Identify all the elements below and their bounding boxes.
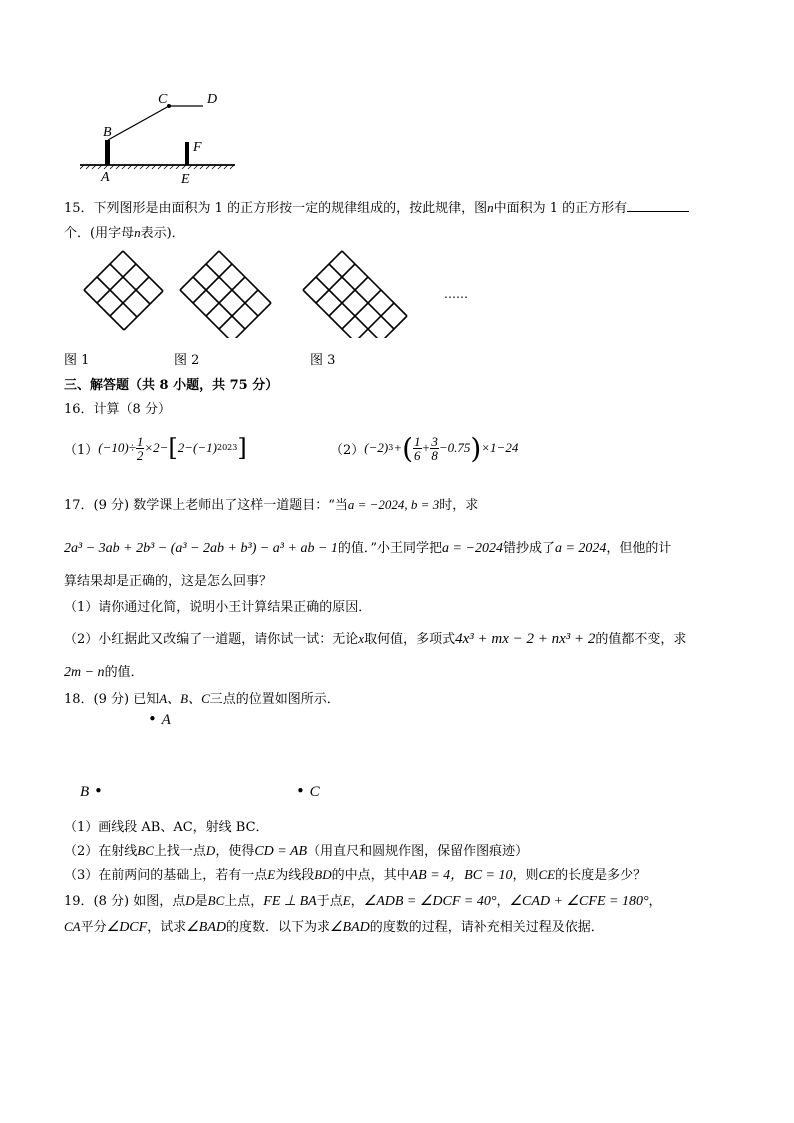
q17-math-c: a = −2024: [442, 541, 503, 556]
q16-2-frac2: $\frac{3}{8}$: [431, 433, 438, 463]
q17-line3: 算结果却是正确的，这是怎么回事？: [64, 574, 273, 589]
figure-2-grid: [180, 251, 271, 338]
q16-1-c: 2−(−1): [177, 440, 217, 455]
q17-sub2-c: 的值都不变，求: [595, 632, 687, 647]
q17-sub2-b: 取何值，多项式: [364, 632, 456, 647]
q17-sub2-math2: 2m − n: [64, 665, 105, 680]
q15-n: n: [487, 200, 494, 215]
q16-2-c: −0.75: [438, 440, 471, 455]
q15-text-c: 个．(用字母: [64, 226, 135, 241]
q17-line2: [64, 537, 671, 557]
point-c: [167, 104, 171, 108]
q17-sub2-math: 4x³ + mx − 2 + nx³ + 2: [455, 631, 596, 647]
section3-title: 三、解答题（共 8 小题，共 75 分）: [64, 378, 279, 393]
label-e: E: [181, 172, 190, 187]
q18-text-a: 18．(9 分) 已知: [64, 692, 160, 707]
q16-2-mid: +: [421, 440, 431, 455]
q15-fig3-label: 图 3: [310, 353, 336, 368]
label-f: F: [193, 140, 202, 155]
q15-fig1-label: 图 1: [64, 353, 90, 368]
q16-2-label: （2）: [330, 442, 365, 458]
q18-text-b: 三点的位置如图所示．: [209, 692, 340, 707]
q16-2-d: ×1−24: [481, 440, 519, 455]
q16-1-bracket-close: ]: [237, 434, 247, 462]
q18-sub1: （1）画线段 AB、AC，射线 BC．: [64, 820, 269, 835]
q16-2-paren-close: ): [470, 431, 482, 465]
q16-title: 16．计算（8 分）: [64, 402, 171, 417]
q16-part1: （1） (−10)÷ $\frac{1}{2}$ ×2− [ 2−(−1) 2023 ]: [64, 433, 247, 463]
figure-1-grid: [84, 251, 163, 330]
q18-title: [64, 688, 340, 707]
q18-sub2: （2）在射线BC上找一点D，使得CD = AB（用直尺和圆规作图，保留作图痕迹）: [64, 843, 529, 859]
q17-math-a: a = −2024, b = 3: [347, 497, 440, 512]
q16-1-frac: $\frac{1}{2}$: [136, 433, 144, 463]
q17-line1: [64, 494, 478, 513]
q17-math-d: a = 2024: [554, 541, 607, 556]
segment-bc: [108, 106, 169, 140]
q16-2-frac1: $\frac{1}{6}$: [414, 433, 421, 463]
q16-2-paren-open: (: [402, 431, 414, 465]
q18-point-c: • C: [296, 782, 320, 800]
q18-point-b: B •: [80, 782, 103, 800]
q17-math-b: 2a³ − 3ab + 2b³ − (a³ − 2ab + b³) − a³ + ab − 1: [64, 541, 338, 556]
q15-answer-blank[interactable]: [627, 200, 689, 212]
q17-sub2-x: x: [358, 631, 365, 646]
post-ab: [105, 140, 110, 165]
q17-text-b: 时，求: [439, 498, 479, 513]
q14-figure: [80, 88, 240, 188]
q15-text-b: 中面积为 1 的正方形有: [493, 201, 628, 216]
q16-1-bracket-open: [: [168, 434, 178, 462]
q17-sub2: [64, 628, 686, 648]
q15-text-a: 15．下列图形是由面积为 1 的正方形按一定的规律组成的，按此规律，图: [64, 201, 488, 216]
post-ef: [185, 142, 189, 165]
q16-2-plus: +: [393, 440, 403, 455]
q15-n-2: n: [134, 225, 141, 240]
q15-figures: [80, 248, 480, 338]
label-c: C: [158, 92, 168, 107]
q16-1-b: ×2−: [144, 440, 169, 455]
label-a: A: [101, 170, 110, 185]
q17-text-c: 的值．”小王同学把: [337, 541, 443, 556]
q19-line1: 19．(8 分) 如图，点D是BC上点，FE ⊥ BA于点E，∠ADB = ∠DCF = 40°，∠CAD + ∠CFE = 180°，: [64, 893, 662, 909]
q17-sub1: （1）请你通过化简，说明小王计算结果正确的原因．: [64, 600, 372, 615]
q17-sub2-a: （2）小红据此又改编了一道题，请你试一试：无论: [64, 632, 359, 647]
label-b: B: [103, 125, 112, 140]
q15-line1: [64, 197, 689, 216]
q17-text-a: 17．(9 分) 数学课上老师出了这样一道题目：“当: [64, 498, 348, 513]
q16-part2: （2） (−2) 3 + ( $\frac{1}{6}$ + $\frac{3}{8}$ −0.75 ) ×1−24: [330, 431, 519, 465]
q15-text-d: 表示)．: [140, 226, 185, 241]
q16-2-a: (−2): [364, 440, 389, 455]
q17-text-e: ，但他的计: [606, 541, 672, 556]
q15-ellipsis: ……: [444, 287, 468, 301]
q18-pts: A、B、C: [159, 691, 210, 706]
q15-fig2-label: 图 2: [174, 353, 200, 368]
label-d: D: [207, 92, 218, 107]
q16-1-a: (−10)÷: [98, 440, 136, 455]
q19-line2: CA平分∠DCF，试求∠BAD的度数．以下为求∠BAD的度数的过程，请补充相关过程及依据．: [64, 919, 604, 935]
q17-text-d: 错抄成了: [502, 541, 555, 556]
q17-sub2-line2: [64, 661, 144, 681]
q18-sub3: （3）在前两问的基础上，若有一点E为线段BD的中点，其中AB = 4，BC = 10，则CE的长度是多少？: [64, 867, 647, 883]
q16-1-label: （1）: [64, 442, 99, 458]
q18-point-a: • A: [148, 710, 171, 728]
figure-3-grid: [303, 251, 407, 338]
q17-sub2-d: 的值．: [104, 665, 144, 680]
q15-line2: [64, 222, 185, 241]
